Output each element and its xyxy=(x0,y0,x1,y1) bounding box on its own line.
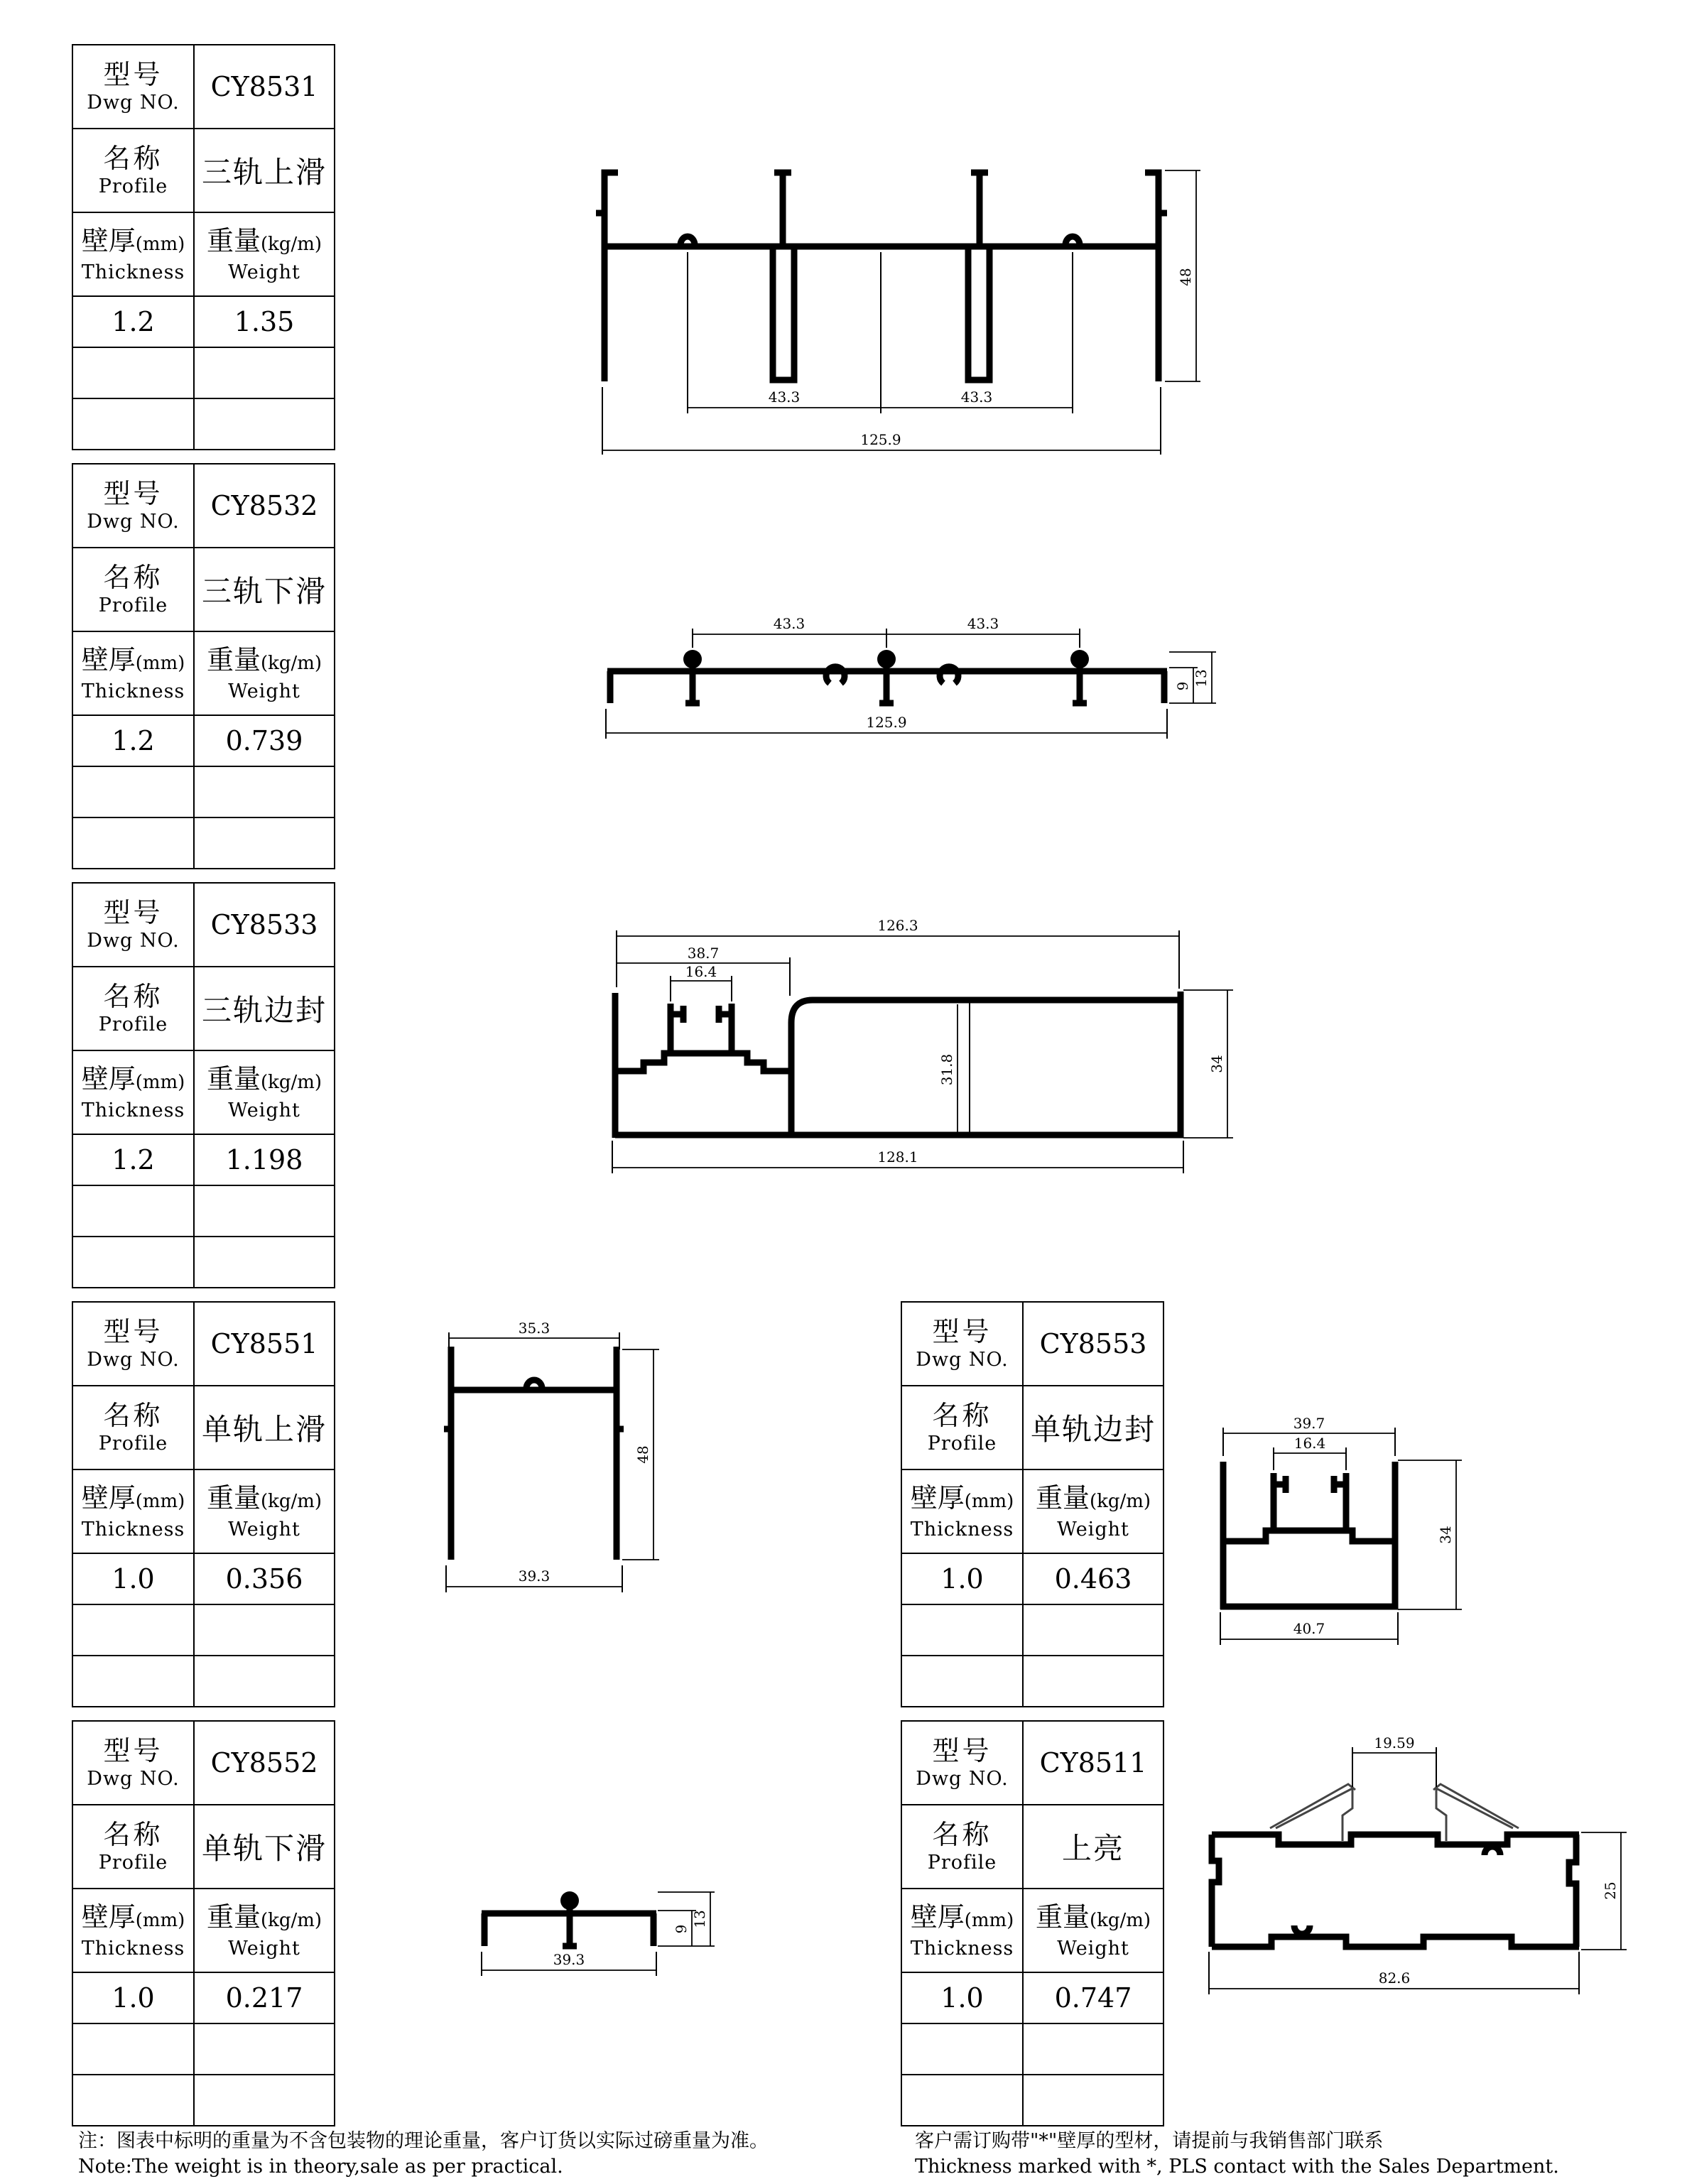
weight-label: 重量(kg/m) Weight xyxy=(194,1889,335,1972)
profile-name: 三轨边封 xyxy=(194,967,335,1050)
profile-outline xyxy=(1212,1835,1579,1947)
dim-height-a: 9 xyxy=(673,1924,690,1934)
dim-width: 39.3 xyxy=(553,1951,585,1968)
profile-label: 名称 Profile xyxy=(72,1386,194,1469)
profile-name: 单轨下滑 xyxy=(194,1805,335,1889)
dim-width-b: 16.4 xyxy=(685,963,717,980)
profile-name: 三轨上滑 xyxy=(194,129,335,212)
thickness-label: 壁厚(mm) Thickness xyxy=(72,1889,194,1972)
dim-spacing-b: 43.3 xyxy=(960,389,993,406)
dim-height: 25 xyxy=(1602,1881,1619,1900)
profile-name: 单轨上滑 xyxy=(194,1386,335,1469)
thickness-label: 壁厚(mm) Thickness xyxy=(72,631,194,715)
dwg-label: 型号 Dwg NO. xyxy=(72,883,194,967)
thickness-value: 1.2 xyxy=(72,715,194,766)
dim-spacing-a: 43.3 xyxy=(768,389,801,406)
weight-value: 0.739 xyxy=(194,715,335,766)
weight-value: 1.35 xyxy=(194,296,335,347)
weight-label: 重量(kg/m) Weight xyxy=(1023,1889,1163,1972)
weight-value: 0.217 xyxy=(194,1972,335,2023)
dim-top-width: 126.3 xyxy=(877,917,918,934)
weight-label: 重量(kg/m) Weight xyxy=(1023,1469,1163,1553)
thickness-label: 壁厚(mm) Thickness xyxy=(901,1469,1023,1553)
note-right-cn: 客户需订购带"*"壁厚的型材，请提前与我销售部门联系 xyxy=(915,2130,1384,2152)
dim-height-b: 13 xyxy=(1193,669,1210,688)
thickness-value: 1.0 xyxy=(72,1553,194,1604)
dim-height-b: 13 xyxy=(691,1910,708,1928)
note-left-cn: 注：图表中标明的重量为不含包装物的理论重量，客户订货以实际过磅重量为准。 xyxy=(78,2130,769,2152)
profile-label: 名称 Profile xyxy=(72,1805,194,1889)
profile-label: 名称 Profile xyxy=(72,548,194,631)
dim-width-a: 38.7 xyxy=(687,945,720,962)
weight-label: 重量(kg/m) Weight xyxy=(194,212,335,296)
dwg-label: 型号 Dwg NO. xyxy=(72,464,194,548)
profile-label: 名称 Profile xyxy=(901,1805,1023,1889)
dim-bottom-width: 39.3 xyxy=(518,1568,550,1585)
dim-top-width: 19.59 xyxy=(1374,1734,1415,1751)
thickness-value: 1.2 xyxy=(72,296,194,347)
thickness-value: 1.0 xyxy=(72,1972,194,2023)
weight-value: 1.198 xyxy=(194,1134,335,1185)
dim-height: 48 xyxy=(1177,268,1194,286)
thickness-label: 壁厚(mm) Thickness xyxy=(72,1050,194,1134)
dwg-label: 型号 Dwg NO. xyxy=(72,45,194,129)
dim-top-width: 35.3 xyxy=(518,1320,550,1337)
thickness-label: 壁厚(mm) Thickness xyxy=(72,1469,194,1553)
profile-name: 上亮 xyxy=(1023,1805,1163,1889)
thickness-label: 壁厚(mm) Thickness xyxy=(72,212,194,296)
dim-width-b: 16.4 xyxy=(1293,1435,1326,1452)
dim-height: 34 xyxy=(1437,1526,1454,1544)
profile-label: 名称 Profile xyxy=(72,129,194,212)
weight-value: 0.747 xyxy=(1023,1972,1163,2023)
weight-value: 0.356 xyxy=(194,1553,335,1604)
dwg-code: CY8552 xyxy=(194,1721,335,1805)
dwg-label: 型号 Dwg NO. xyxy=(72,1302,194,1386)
dim-inner-height: 31.8 xyxy=(938,1053,955,1086)
dwg-code: CY8553 xyxy=(1023,1302,1163,1386)
note-right-en: Thickness marked with *, PLS contact with the Sales Department. xyxy=(915,2156,1559,2178)
dim-spacing-b: 43.3 xyxy=(967,615,999,632)
dwg-label: 型号 Dwg NO. xyxy=(901,1302,1023,1386)
thickness-value: 1.2 xyxy=(72,1134,194,1185)
profile-name: 三轨下滑 xyxy=(194,548,335,631)
dwg-label: 型号 Dwg NO. xyxy=(72,1721,194,1805)
thickness-value: 1.0 xyxy=(901,1972,1023,2023)
thickness-value: 1.0 xyxy=(901,1553,1023,1604)
dim-bottom-width: 128.1 xyxy=(877,1148,918,1166)
dim-width: 125.9 xyxy=(860,431,901,448)
dim-height-a: 9 xyxy=(1174,681,1191,691)
thickness-label: 壁厚(mm) Thickness xyxy=(901,1889,1023,1972)
dwg-code: CY8533 xyxy=(194,883,335,967)
weight-value: 0.463 xyxy=(1023,1553,1163,1604)
dim-height: 34 xyxy=(1208,1055,1225,1073)
dim-width-a: 39.7 xyxy=(1293,1415,1325,1432)
note-left-en: Note:The weight is in theory,sale as per practical. xyxy=(78,2156,563,2178)
dim-width: 82.6 xyxy=(1378,1970,1411,1987)
dim-bottom-width: 40.7 xyxy=(1293,1620,1325,1637)
weight-label: 重量(kg/m) Weight xyxy=(194,1050,335,1134)
dim-spacing-a: 43.3 xyxy=(773,615,805,632)
dim-width: 125.9 xyxy=(866,714,907,731)
dim-height: 48 xyxy=(634,1445,651,1464)
dwg-code: CY8531 xyxy=(194,45,335,129)
weight-label: 重量(kg/m) Weight xyxy=(194,1469,335,1553)
profile-name: 单轨边封 xyxy=(1023,1386,1163,1469)
dwg-code: CY8532 xyxy=(194,464,335,548)
dwg-label: 型号 Dwg NO. xyxy=(901,1721,1023,1805)
profile-label: 名称 Profile xyxy=(72,967,194,1050)
dwg-code: CY8511 xyxy=(1023,1721,1163,1805)
weight-label: 重量(kg/m) Weight xyxy=(194,631,335,715)
profile-label: 名称 Profile xyxy=(901,1386,1023,1469)
dwg-code: CY8551 xyxy=(194,1302,335,1386)
